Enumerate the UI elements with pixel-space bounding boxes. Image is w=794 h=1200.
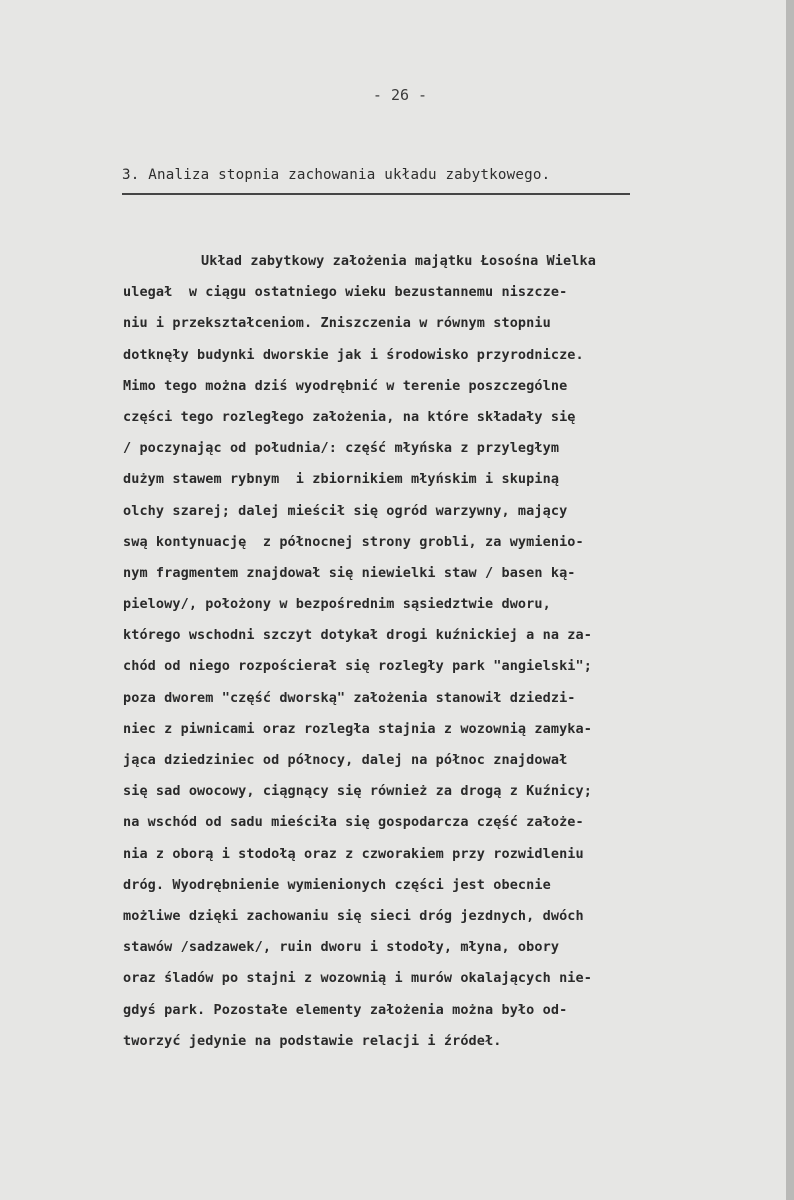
text-line: Mimo tego można dziś wyodrębnić w terenie poszczególne — [123, 377, 568, 394]
section-heading: 3. Analiza stopnia zachowania układu zabytkowego. — [122, 167, 551, 183]
heading-underline — [122, 193, 630, 195]
text-line: dróg. Wyodrębnienie wymienionych części jest obecnie — [123, 876, 551, 893]
text-line: pielowy/, położony w bezpośrednim sąsiedztwie dworu, — [123, 596, 551, 613]
text-line: stawów /sadzawek/, ruin dworu i stodoły, młyna, obory — [123, 939, 560, 956]
text-line: poza dworem "część dworską" założenia stanowił dziedzi- — [123, 689, 576, 706]
text-line: gdyś park. Pozostałe elementy założenia można było od- — [123, 1001, 568, 1018]
text-line: którego wschodni szczyt dotykał drogi kuźnickiej a na za- — [123, 627, 592, 644]
scan-edge — [786, 0, 794, 1200]
text-line: ulegał w ciągu ostatniego wieku bezustannemu niszcze- — [123, 284, 568, 301]
text-line: nia z oborą i stodołą oraz z czworakiem przy rozwidleniu — [123, 845, 584, 862]
body-paragraph — [123, 246, 723, 1057]
text-line: Układ zabytkowy założenia majątku Łosośna Wielka — [201, 253, 596, 269]
text-line: na wschód od sadu mieściła się gospodarcza część założe- — [123, 814, 584, 831]
text-line: niu i przekształceniom. Zniszczenia w równym stopniu — [123, 315, 551, 332]
text-line: tworzyć jedynie na podstawie relacji i źródeł. — [123, 1032, 502, 1049]
text-line: niec z piwnicami oraz rozległa stajnia z wozownią zamyka- — [123, 720, 592, 737]
text-line: nym fragmentem znajdował się niewielki staw / basen ką- — [123, 564, 576, 581]
text-line: swą kontynuację z północnej strony grobli, za wymienio- — [123, 533, 584, 550]
text-line: chód od niego rozpościerał się rozległy park "angielski"; — [123, 658, 592, 675]
text-line: dużym stawem rybnym i zbiornikiem młyńskim i skupiną — [123, 471, 560, 488]
text-line: oraz śladów po stajni z wozownią i murów okalających nie- — [123, 970, 592, 987]
text-line: części tego rozległego założenia, na które składały się — [123, 408, 576, 425]
text-line: / poczynając od południa/: część młyńska z przyległym — [123, 440, 560, 457]
text-line: dotknęły budynki dworskie jak i środowisko przyrodnicze. — [123, 346, 584, 363]
page-number: - 26 - — [372, 86, 428, 104]
text-line: się sad owocowy, ciągnący się również za drogą z Kuźnicy; — [123, 783, 592, 800]
text-line: możliwe dzięki zachowaniu się sieci dróg jezdnych, dwóch — [123, 907, 584, 924]
text-line: olchy szarej; dalej mieścił się ogród warzywny, mający — [123, 502, 568, 519]
text-line: jąca dziedziniec od północy, dalej na północ znajdował — [123, 752, 568, 768]
